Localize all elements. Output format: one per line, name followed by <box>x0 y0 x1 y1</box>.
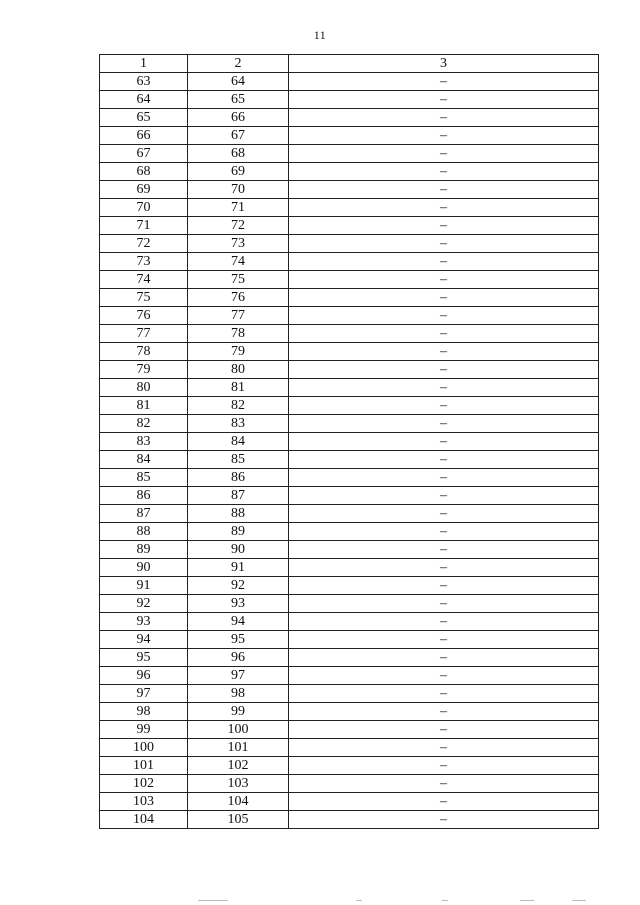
table-cell-col-2: 105 <box>188 811 289 829</box>
table-cell-col-1: 78 <box>100 343 188 361</box>
table-cell-col-3: – <box>289 127 599 145</box>
table-row <box>100 469 599 487</box>
table-cell-col-2: 73 <box>188 235 289 253</box>
table-cell-col-1: 83 <box>100 433 188 451</box>
table-cell-col-2: 71 <box>188 199 289 217</box>
table-row <box>100 163 599 181</box>
table-cell-col-2: 91 <box>188 559 289 577</box>
table-cell-col-3: – <box>289 811 599 829</box>
table-cell-col-3: – <box>289 757 599 775</box>
table-cell-col-3: – <box>289 397 599 415</box>
table-cell-col-2: 96 <box>188 649 289 667</box>
table-row <box>100 127 599 145</box>
table-cell-col-3: – <box>289 469 599 487</box>
table-cell-col-1: 76 <box>100 307 188 325</box>
table-cell-col-3: – <box>289 487 599 505</box>
table-cell-col-1: 97 <box>100 685 188 703</box>
table-row <box>100 541 599 559</box>
table-row <box>100 595 599 613</box>
table-cell-col-1: 72 <box>100 235 188 253</box>
table-row <box>100 757 599 775</box>
table-cell-col-1: 67 <box>100 145 188 163</box>
table-cell-col-1: 101 <box>100 757 188 775</box>
table-cell-col-1: 103 <box>100 793 188 811</box>
table-cell-col-1: 70 <box>100 199 188 217</box>
table-cell-col-2: 93 <box>188 595 289 613</box>
table-cell-col-3: – <box>289 739 599 757</box>
table-cell-col-1: 81 <box>100 397 188 415</box>
table-cell-col-3: – <box>289 451 599 469</box>
table-cell-col-2: 76 <box>188 289 289 307</box>
table-row <box>100 109 599 127</box>
table-cell-col-3: – <box>289 109 599 127</box>
table-row <box>100 487 599 505</box>
table-cell-col-2: 81 <box>188 379 289 397</box>
table-cell-col-2: 67 <box>188 127 289 145</box>
table-cell-col-2: 85 <box>188 451 289 469</box>
table-cell-col-2: 99 <box>188 703 289 721</box>
table-row <box>100 721 599 739</box>
table-cell-col-3: – <box>289 325 599 343</box>
table-body <box>100 73 599 829</box>
table-cell-col-3: – <box>289 91 599 109</box>
table-cell-col-3: – <box>289 721 599 739</box>
table-cell-col-2: 65 <box>188 91 289 109</box>
table-row <box>100 397 599 415</box>
table-cell-col-2: 103 <box>188 775 289 793</box>
table-cell-col-3: – <box>289 703 599 721</box>
table-row <box>100 703 599 721</box>
table-row <box>100 631 599 649</box>
table-row <box>100 559 599 577</box>
table-row <box>100 289 599 307</box>
table-row <box>100 91 599 109</box>
table-cell-col-1: 88 <box>100 523 188 541</box>
table-row <box>100 415 599 433</box>
table-cell-col-1: 75 <box>100 289 188 307</box>
table-cell-col-1: 99 <box>100 721 188 739</box>
table-cell-col-2: 92 <box>188 577 289 595</box>
table-cell-col-3: – <box>289 793 599 811</box>
table-cell-col-2: 80 <box>188 361 289 379</box>
table-cell-col-2: 97 <box>188 667 289 685</box>
table-row <box>100 307 599 325</box>
table-row <box>100 325 599 343</box>
table-cell-col-2: 95 <box>188 631 289 649</box>
table-cell-col-3: – <box>289 73 599 91</box>
table-cell-col-1: 79 <box>100 361 188 379</box>
data-table <box>99 54 599 829</box>
table-cell-col-1: 65 <box>100 109 188 127</box>
table-cell-col-2: 78 <box>188 325 289 343</box>
table-cell-col-3: – <box>289 199 599 217</box>
table-cell-col-3: – <box>289 145 599 163</box>
table-cell-col-2: 104 <box>188 793 289 811</box>
column-header-3: 3 <box>289 55 599 73</box>
table-cell-col-1: 95 <box>100 649 188 667</box>
table-cell-col-1: 92 <box>100 595 188 613</box>
table-cell-col-3: – <box>289 667 599 685</box>
table-cell-col-1: 77 <box>100 325 188 343</box>
table-cell-col-3: – <box>289 541 599 559</box>
table-row <box>100 217 599 235</box>
table-cell-col-3: – <box>289 685 599 703</box>
table-cell-col-2: 66 <box>188 109 289 127</box>
table-row <box>100 271 599 289</box>
table-cell-col-1: 80 <box>100 379 188 397</box>
scan-artifacts <box>0 900 640 905</box>
table-row <box>100 505 599 523</box>
column-header-2: 2 <box>188 55 289 73</box>
table-cell-col-1: 71 <box>100 217 188 235</box>
table-cell-col-2: 68 <box>188 145 289 163</box>
table-cell-col-3: – <box>289 163 599 181</box>
table-cell-col-1: 98 <box>100 703 188 721</box>
table-cell-col-1: 90 <box>100 559 188 577</box>
table-cell-col-2: 79 <box>188 343 289 361</box>
table-cell-col-2: 64 <box>188 73 289 91</box>
table-cell-col-3: – <box>289 775 599 793</box>
table-cell-col-1: 96 <box>100 667 188 685</box>
page-number: 11 <box>313 28 327 42</box>
table-cell-col-3: – <box>289 235 599 253</box>
table-cell-col-1: 73 <box>100 253 188 271</box>
table-cell-col-2: 83 <box>188 415 289 433</box>
table-row <box>100 181 599 199</box>
table-cell-col-2: 102 <box>188 757 289 775</box>
table-header-row <box>100 55 599 73</box>
table-cell-col-3: – <box>289 379 599 397</box>
table-row <box>100 685 599 703</box>
table-cell-col-1: 63 <box>100 73 188 91</box>
table-row <box>100 667 599 685</box>
table-cell-col-3: – <box>289 289 599 307</box>
table-cell-col-2: 87 <box>188 487 289 505</box>
table-cell-col-3: – <box>289 415 599 433</box>
table-cell-col-1: 64 <box>100 91 188 109</box>
table-cell-col-2: 98 <box>188 685 289 703</box>
table-cell-col-2: 89 <box>188 523 289 541</box>
table-cell-col-2: 69 <box>188 163 289 181</box>
table-cell-col-3: – <box>289 559 599 577</box>
table-row <box>100 775 599 793</box>
table-row <box>100 235 599 253</box>
table-cell-col-3: – <box>289 523 599 541</box>
table-cell-col-2: 75 <box>188 271 289 289</box>
table-cell-col-2: 84 <box>188 433 289 451</box>
table-cell-col-3: – <box>289 505 599 523</box>
table-cell-col-2: 74 <box>188 253 289 271</box>
table-cell-col-1: 94 <box>100 631 188 649</box>
table-row <box>100 613 599 631</box>
table-cell-col-3: – <box>289 217 599 235</box>
table-row <box>100 379 599 397</box>
table-cell-col-2: 94 <box>188 613 289 631</box>
table-row <box>100 451 599 469</box>
table-cell-col-3: – <box>289 271 599 289</box>
table-cell-col-3: – <box>289 433 599 451</box>
table-cell-col-3: – <box>289 577 599 595</box>
table-cell-col-2: 72 <box>188 217 289 235</box>
table-cell-col-3: – <box>289 595 599 613</box>
table-cell-col-3: – <box>289 649 599 667</box>
table-cell-col-1: 69 <box>100 181 188 199</box>
table-row <box>100 577 599 595</box>
table-row <box>100 739 599 757</box>
column-header-1: 1 <box>100 55 188 73</box>
table-row <box>100 73 599 91</box>
table-row <box>100 523 599 541</box>
table-cell-col-1: 104 <box>100 811 188 829</box>
table-cell-col-1: 100 <box>100 739 188 757</box>
table-cell-col-2: 77 <box>188 307 289 325</box>
table-cell-col-1: 68 <box>100 163 188 181</box>
table-cell-col-1: 86 <box>100 487 188 505</box>
table-cell-col-1: 85 <box>100 469 188 487</box>
table-cell-col-2: 70 <box>188 181 289 199</box>
table-cell-col-2: 100 <box>188 721 289 739</box>
table-cell-col-1: 102 <box>100 775 188 793</box>
table-row <box>100 145 599 163</box>
table-cell-col-1: 66 <box>100 127 188 145</box>
table-cell-col-3: – <box>289 343 599 361</box>
table-row <box>100 253 599 271</box>
table-cell-col-2: 86 <box>188 469 289 487</box>
table-cell-col-1: 93 <box>100 613 188 631</box>
table-cell-col-1: 82 <box>100 415 188 433</box>
table-cell-col-3: – <box>289 181 599 199</box>
table-cell-col-1: 84 <box>100 451 188 469</box>
table-row <box>100 811 599 829</box>
table-row <box>100 649 599 667</box>
table-cell-col-3: – <box>289 307 599 325</box>
table-cell-col-2: 82 <box>188 397 289 415</box>
table-row <box>100 361 599 379</box>
table-row <box>100 343 599 361</box>
table-cell-col-3: – <box>289 613 599 631</box>
table-cell-col-3: – <box>289 361 599 379</box>
table-row <box>100 199 599 217</box>
table-row <box>100 433 599 451</box>
table-cell-col-1: 87 <box>100 505 188 523</box>
table-cell-col-3: – <box>289 631 599 649</box>
table-cell-col-1: 89 <box>100 541 188 559</box>
table-cell-col-2: 101 <box>188 739 289 757</box>
table-cell-col-1: 91 <box>100 577 188 595</box>
table-row <box>100 793 599 811</box>
table-cell-col-2: 90 <box>188 541 289 559</box>
table-cell-col-2: 88 <box>188 505 289 523</box>
table-cell-col-3: – <box>289 253 599 271</box>
table-cell-col-1: 74 <box>100 271 188 289</box>
